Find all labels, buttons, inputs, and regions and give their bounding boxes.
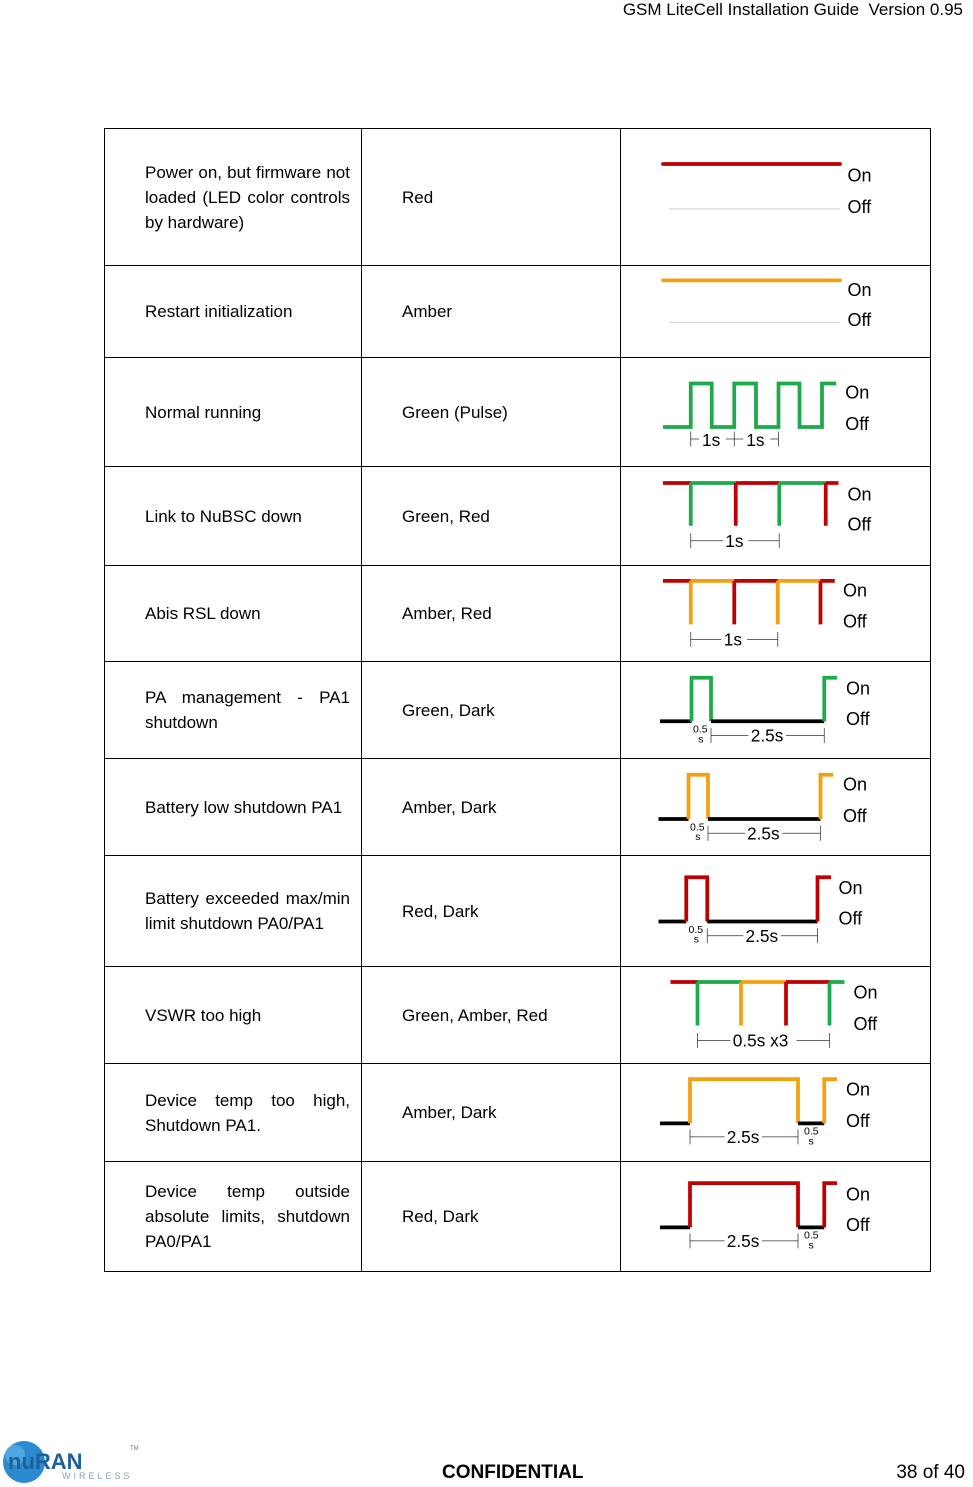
off-label: Off — [846, 1215, 870, 1236]
on-label: On — [853, 982, 878, 1003]
table-row — [105, 662, 931, 759]
nuran-wireless-logo — [0, 1438, 145, 1486]
off-label: Off — [847, 310, 872, 331]
off-label: Off — [845, 414, 869, 434]
timing-label: 0.5 — [804, 1229, 819, 1242]
condition-cell: Device temp outside absolute limits, shutdown PA0/PA1 — [105, 1162, 362, 1272]
led-color-cell: Amber — [362, 266, 621, 358]
timing-label: 0.5 — [804, 1125, 819, 1138]
waveform-amber-dark — [621, 759, 930, 855]
waveform-green-pulse — [621, 358, 930, 466]
condition-cell: Abis RSL down — [105, 566, 362, 662]
off-label: Off — [843, 611, 867, 632]
condition-cell: Link to NuBSC down — [105, 467, 362, 566]
condition-cell: Battery low shutdown PA1 — [105, 759, 362, 856]
table-row — [105, 129, 931, 266]
document-header: GSM LiteCell Installation Guide Version 0.95 — [622, 0, 963, 19]
waveform-amber-solid — [621, 266, 930, 357]
logo-subtitle: WIRELESS — [62, 1471, 133, 1481]
waveform-amber-dark-long — [621, 1064, 930, 1161]
led-status-table — [104, 128, 931, 1272]
on-label: On — [846, 1184, 871, 1205]
timing-label: s — [808, 1239, 814, 1252]
timing-label: 1s — [725, 530, 744, 551]
off-label: Off — [846, 1111, 870, 1132]
timing-label: s — [698, 733, 704, 746]
led-color-cell: Green, Amber, Red — [362, 967, 621, 1064]
waveform-cell — [621, 266, 931, 358]
timing-label: s — [695, 831, 701, 843]
led-color-cell: Green (Pulse) — [362, 358, 621, 467]
waveform-red-solid — [621, 129, 930, 265]
waveform-cell — [621, 358, 931, 467]
on-label: On — [846, 1079, 871, 1100]
timing-label: 1s — [723, 629, 742, 650]
logo-text: nuRAN — [8, 1449, 83, 1474]
timing-label: 2.5s — [750, 725, 784, 746]
timing-label: 2.5s — [745, 925, 779, 946]
on-label: On — [847, 484, 872, 505]
waveform-cell — [621, 566, 931, 662]
off-label: Off — [838, 908, 863, 929]
timing-label: 0.5 — [690, 821, 705, 834]
logo-tm: TM — [130, 1446, 139, 1452]
table-row — [105, 266, 931, 358]
led-color-cell: Amber, Dark — [362, 1064, 621, 1162]
on-label: On — [847, 280, 872, 301]
table-row — [105, 759, 931, 856]
waveform-cell — [621, 662, 931, 759]
table-row — [105, 856, 931, 967]
waveform-cell — [621, 967, 931, 1064]
table-row — [105, 1064, 931, 1162]
timing-label: s — [808, 1135, 814, 1148]
condition-cell: Device temp too high, Shutdown PA1. — [105, 1064, 362, 1162]
table-row — [105, 1162, 931, 1272]
on-label: On — [847, 165, 872, 186]
waveform-cell — [621, 129, 931, 266]
green-pulse-trace — [663, 384, 836, 428]
table-row — [105, 358, 931, 467]
table-row — [105, 967, 931, 1064]
on-label: On — [838, 877, 863, 898]
waveform-cell — [621, 1162, 931, 1272]
waveform-red-dark — [621, 856, 930, 966]
led-color-cell: Amber, Red — [362, 566, 621, 662]
waveform-amber-red — [621, 566, 930, 661]
waveform-green-dark — [621, 662, 930, 758]
waveform-cell — [621, 467, 931, 566]
on-label: On — [845, 382, 870, 403]
waveform-green-amber-red — [621, 967, 930, 1063]
on-label: On — [843, 580, 868, 601]
condition-cell: Restart initialization — [105, 266, 362, 358]
table-row — [105, 566, 931, 662]
led-color-cell: Amber, Dark — [362, 759, 621, 856]
timing-label: 2.5s — [726, 1126, 760, 1147]
off-label: Off — [847, 196, 872, 217]
led-color-cell: Red, Dark — [362, 1162, 621, 1272]
confidential-label: CONFIDENTIAL — [442, 1462, 584, 1483]
table-row — [105, 467, 931, 566]
timing-label: 2.5s — [747, 823, 780, 844]
waveform-green-red — [621, 467, 930, 565]
timing-label: s — [693, 933, 699, 946]
timing-label: 0.5 — [693, 723, 708, 736]
off-label: Off — [847, 514, 872, 535]
condition-cell: Battery exceeded max/min limit shutdown PA0/PA1 — [105, 856, 362, 967]
led-color-cell: Red — [362, 129, 621, 266]
off-label: Off — [853, 1014, 878, 1034]
led-color-cell: Green, Dark — [362, 662, 621, 759]
condition-cell: Power on, but firmware not loaded (LED color controls by hardware) — [105, 129, 362, 266]
waveform-red-dark-long — [621, 1162, 930, 1271]
timing-label: 1s — [702, 429, 721, 450]
off-label: Off — [843, 806, 867, 826]
timing-label: 0.5 — [688, 923, 704, 936]
off-label: Off — [846, 709, 870, 729]
timing-label: 2.5s — [726, 1230, 760, 1251]
led-color-cell: Red, Dark — [362, 856, 621, 967]
waveform-cell — [621, 759, 931, 856]
page-number: 38 of 40 — [896, 1462, 965, 1483]
timing-label: 0.5s x3 — [732, 1030, 789, 1051]
waveform-cell — [621, 1064, 931, 1162]
condition-cell: VSWR too high — [105, 967, 362, 1064]
waveform-cell — [621, 856, 931, 967]
timing-label: 1s — [746, 429, 765, 450]
on-label: On — [846, 678, 871, 699]
condition-cell: PA management - PA1 shutdown — [105, 662, 362, 759]
led-color-cell: Green, Red — [362, 467, 621, 566]
condition-cell: Normal running — [105, 358, 362, 467]
on-label: On — [843, 774, 868, 795]
